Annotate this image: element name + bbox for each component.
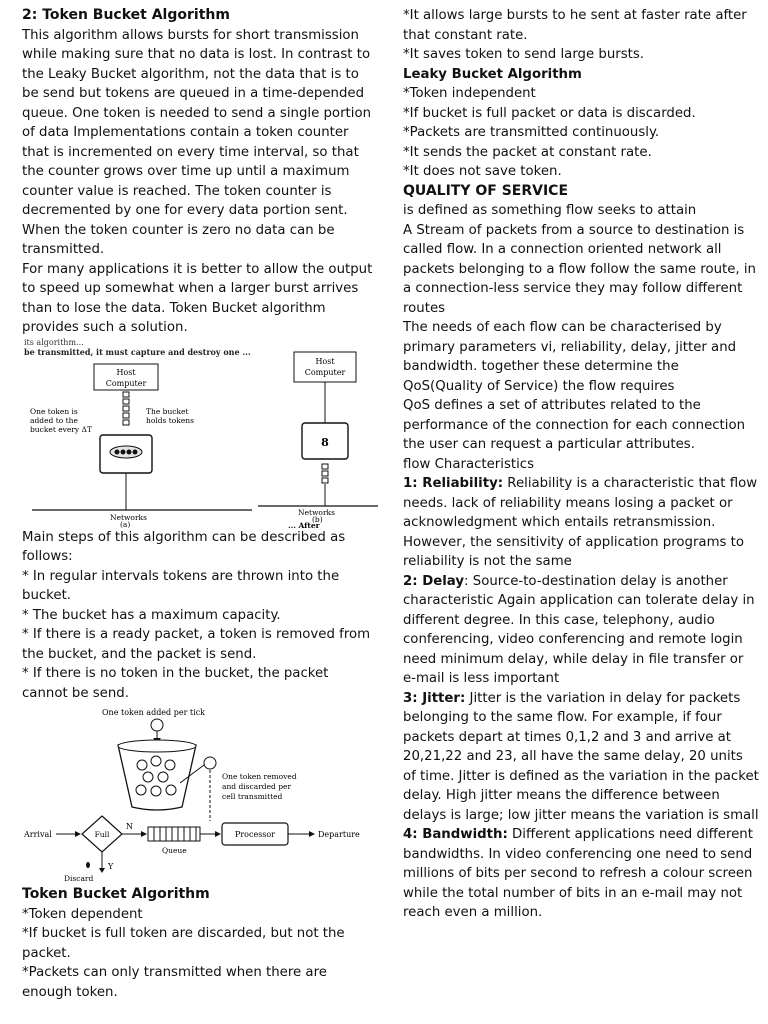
queue-box (148, 827, 200, 841)
full-label: Full (94, 830, 110, 839)
tba-item-5: *It saves token to send large bursts. (403, 47, 645, 62)
reliability-text: Reliability is a characteristic that flow needs. lack of reliability means losing a packet or acknowledgment which entails retransmission. However, the sensitivity of application programs to reliability is not the same (403, 476, 758, 569)
characteristic-reliability (403, 474, 759, 572)
token-bucket-figure (22, 338, 378, 528)
flow-characteristics-heading: flow Characteristics (403, 456, 535, 472)
bandwidth-text: Different applications need different bandwidths. In video conferencing one need to send millions of bits per second to refresh a colour screen while the total number of bits in an e-mail may not reach even a million. (403, 827, 753, 920)
removed-line2: and discarded per (222, 782, 292, 791)
tba-item-1: *Token dependent (22, 906, 143, 922)
departure-label: Departure (318, 830, 360, 839)
right-column (403, 6, 759, 923)
tba-item-4: *It allows large bursts to he sent at faster rate after that constant rate. (403, 8, 747, 43)
step-1: * In regular intervals tokens are thrown into the bucket. (22, 568, 340, 603)
processor-label: Processor (234, 830, 276, 839)
bucket-note-line2: holds tokens (146, 415, 194, 425)
network-b-line2: (b) (312, 514, 323, 524)
network-a-line1: Networks (110, 512, 147, 522)
no-label: N (126, 822, 133, 831)
network-a-line2: (a) (120, 519, 131, 528)
flow-top-label: One token added per tick (102, 708, 206, 717)
jitter-label: 3: Jitter: (403, 690, 466, 706)
step-2: * The bucket has a maximum capacity. (22, 607, 281, 623)
step-4: * If there is no token in the bucket, the packet cannot be send. (22, 666, 329, 701)
qos-definition: is defined as something flow seeks to attain (403, 203, 697, 218)
bandwidth-label: 4: Bandwidth: (403, 827, 508, 842)
tba-heading: Token Bucket Algorithm (22, 886, 210, 902)
discard-label: Discard (64, 874, 94, 883)
lba-item-2: *If bucket is full packet or data is discarded. (403, 105, 696, 121)
token-note-line2: added to the (30, 415, 78, 425)
lba-item-1: *Token independent (403, 86, 536, 101)
qos-heading: QUALITY OF SERVICE (403, 182, 569, 199)
bucket-b-marker: 8 (321, 435, 329, 449)
qos-para3: QoS defines a set of attributes related to the performance of the connection for each connection the user can request a particular attributes. (403, 398, 746, 452)
figure-after-label: ... After (288, 520, 320, 528)
lba-item-4: *It sends the packet at constant rate. (403, 144, 652, 160)
bucket-note-line1: The bucket (146, 406, 189, 416)
token-bucket-para2: For many applications it is better to allow the output to speed up somewhat when a larger burst arrives than to lose the data. Token Bucket algorithm provides such a solution. (22, 261, 373, 335)
arrival-label: Arrival (24, 830, 52, 839)
tba-item-3: *Packets can only transmitted when there are enough token. (22, 965, 327, 1000)
reliability-label: 1: Reliability: (403, 476, 504, 491)
figure-caption-top2: be transmitted, it must capture and destroy one ... (24, 346, 251, 357)
lba-item-3: *Packets are transmitted continuously. (403, 125, 660, 140)
jitter-text: Jitter is the variation in delay for packets belonging to the same flow. For example, if four packets depart at times 0,1,2 and 3 and arrive at 20,21,22 and 23, all have the same delay, 20 units of time. Jitter is defined as the variation in the packet delay. High jitter means the difference between delays is large; low jitter means the variation is small (403, 690, 759, 823)
removed-line1: One token removed (222, 772, 297, 781)
token-note-line3: bucket every ΔT (30, 424, 92, 434)
steps-intro: Main steps of this algorithm can be described as follows: (22, 529, 346, 564)
qos-para1: A Stream of packets from a source to destination is called flow. In a connection oriented network all packets belonging to a flow follow the same route, in a connection-less service they may follow different routes (403, 222, 756, 316)
figure-caption-top1: its algorithm... (24, 337, 84, 347)
queue-label: Queue (162, 846, 187, 855)
tba-item-2: *If bucket is full token are discarded, but not the packet. (22, 926, 345, 961)
left-column (22, 6, 378, 1002)
removed-line3: cell transmitted (222, 792, 283, 801)
token-note-line1: One token is (30, 406, 78, 416)
host-a-line2: Computer (105, 378, 147, 388)
characteristic-jitter (403, 689, 759, 826)
network-b-line1: Networks (298, 507, 335, 517)
characteristic-delay (403, 572, 759, 689)
qos-para2: The needs of each flow can be characterised by primary parameters vi, reliability, delay, jitter and bandwidth. together these determine the QoS(Quality of Service) the flow requires (403, 320, 737, 394)
delay-text: : Source-to-destination delay is another characteristic Again application can tolerate delay in different degree. In this case, telephony, audio conferencing, video conferencing and remote login need minimum delay, while delay in file transfer or e-mail is less important (403, 573, 755, 686)
characteristic-bandwidth (403, 825, 759, 923)
host-a-line1: Host (116, 367, 136, 377)
token-bucket-heading: 2: Token Bucket Algorithm (22, 7, 230, 23)
host-b-line2: Computer (304, 367, 346, 377)
token-bucket-intro: This algorithm allows bursts for short transmission while making sure that no data is lost. In contrast to the Leaky Bucket algorithm, not the data that is to be send but tokens are queued in a time-depended queue. One token is needed to send a single portion of data Implementations contain a token counter that is incremented on every time interval, so that the counter grows over time up until a maximum counter value is reached. The token counter is decremented by one for every data portion sent. When the token counter is zero no data can be transmitted. (22, 27, 372, 257)
delay-label: 2: Delay (403, 573, 465, 589)
host-b-line1: Host (315, 356, 335, 366)
token-flow-figure (22, 703, 378, 885)
step-3: * If there is a ready packet, a token is removed from the bucket, and the packet is send. (22, 627, 371, 662)
lba-heading: Leaky Bucket Algorithm (403, 66, 582, 82)
lba-item-5: *It does not save token. (403, 164, 562, 179)
yes-label: Y (108, 862, 114, 871)
